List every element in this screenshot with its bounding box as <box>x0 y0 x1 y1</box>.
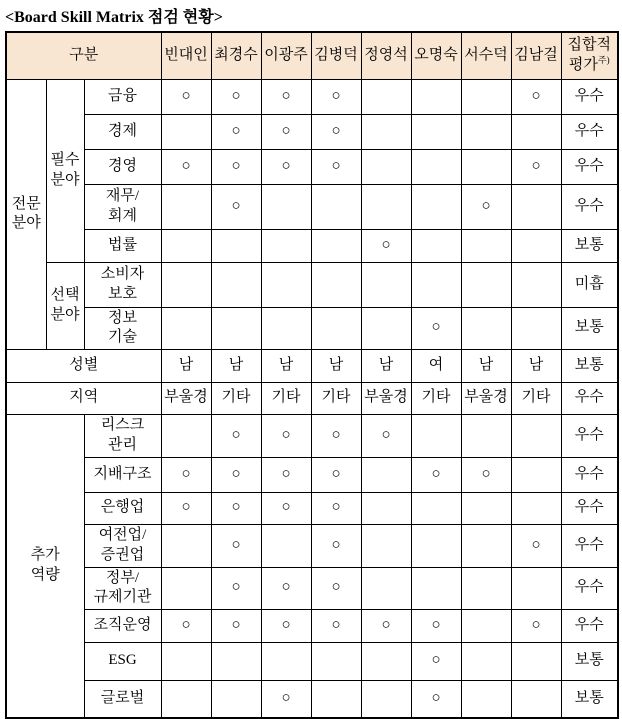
mark-cell <box>161 79 211 114</box>
row-label: 경영 <box>84 149 161 184</box>
mark-cell <box>511 524 561 567</box>
mark-cell <box>261 567 311 609</box>
circle-mark: ○ <box>481 197 491 214</box>
mark-cell <box>411 680 461 718</box>
mark-cell <box>361 457 411 492</box>
circle-mark: ○ <box>231 87 241 104</box>
mark-cell <box>211 492 261 524</box>
mark-cell <box>511 492 561 524</box>
header-member-1: 빈대인 <box>161 32 211 79</box>
skill-row <box>6 524 618 567</box>
skill-row <box>6 184 618 229</box>
attribute-value-cell: 남 <box>311 349 361 382</box>
mark-cell <box>411 492 461 524</box>
mark-cell <box>411 262 461 307</box>
attribute-value-cell: 부울경 <box>461 382 511 414</box>
mark-cell <box>161 609 211 642</box>
mark-cell <box>161 184 211 229</box>
skill-row <box>6 229 618 262</box>
circle-mark: ○ <box>431 465 441 482</box>
collective-evaluation-label: 집합적 평가 <box>567 37 611 73</box>
mark-cell <box>211 229 261 262</box>
mark-cell <box>311 307 361 349</box>
mark-cell <box>211 307 261 349</box>
mark-cell <box>411 642 461 680</box>
mark-cell <box>461 457 511 492</box>
mark-cell <box>311 524 361 567</box>
mark-cell <box>311 262 361 307</box>
skill-row <box>6 492 618 524</box>
circle-mark: ○ <box>331 465 341 482</box>
evaluation-cell: 우수 <box>561 524 618 567</box>
circle-mark: ○ <box>181 157 191 174</box>
circle-mark: ○ <box>281 157 291 174</box>
mark-cell <box>161 262 211 307</box>
mark-cell <box>361 524 411 567</box>
evaluation-cell: 보통 <box>561 307 618 349</box>
mark-cell <box>461 680 511 718</box>
circle-mark: ○ <box>181 499 191 516</box>
table-header-row <box>6 32 618 79</box>
circle-mark: ○ <box>231 426 241 443</box>
mark-cell <box>461 149 511 184</box>
mark-cell <box>161 149 211 184</box>
circle-mark: ○ <box>531 616 541 633</box>
mark-cell <box>461 184 511 229</box>
subsection-label: 선택 분야 <box>46 262 84 349</box>
circle-mark: ○ <box>331 579 341 596</box>
attribute-row <box>6 349 618 382</box>
circle-mark: ○ <box>281 690 291 706</box>
table-title: <Board Skill Matrix 점검 현황> <box>5 9 223 26</box>
skill-row <box>6 262 618 307</box>
skill-row <box>6 680 618 718</box>
mark-cell <box>161 567 211 609</box>
mark-cell <box>311 229 361 262</box>
attribute-value-cell: 남 <box>511 349 561 382</box>
mark-cell <box>461 414 511 457</box>
mark-cell <box>411 524 461 567</box>
evaluation-cell: 우수 <box>561 382 618 414</box>
attribute-value-cell: 남 <box>461 349 511 382</box>
mark-cell <box>511 114 561 149</box>
skill-row <box>6 457 618 492</box>
mark-cell <box>511 79 561 114</box>
circle-mark: ○ <box>231 157 241 174</box>
row-label: 리스크 관리 <box>84 414 161 457</box>
mark-cell <box>511 680 561 718</box>
subsection-label: 필수 분야 <box>46 79 84 262</box>
mark-cell <box>361 307 411 349</box>
mark-cell <box>511 149 561 184</box>
attribute-value-cell: 부울경 <box>161 382 211 414</box>
mark-cell <box>261 642 311 680</box>
circle-mark: ○ <box>331 426 341 443</box>
mark-cell <box>361 229 411 262</box>
mark-cell <box>161 642 211 680</box>
mark-cell <box>261 307 311 349</box>
attribute-value-cell: 기타 <box>311 382 361 414</box>
mark-cell <box>511 414 561 457</box>
mark-cell <box>261 609 311 642</box>
mark-cell <box>261 262 311 307</box>
mark-cell <box>361 642 411 680</box>
mark-cell <box>261 149 311 184</box>
evaluation-cell: 보통 <box>561 229 618 262</box>
circle-mark: ○ <box>381 616 391 633</box>
mark-cell <box>211 524 261 567</box>
mark-cell <box>461 229 511 262</box>
evaluation-cell: 보통 <box>561 680 618 718</box>
row-label: 경제 <box>84 114 161 149</box>
circle-mark: ○ <box>381 236 391 253</box>
mark-cell <box>411 149 461 184</box>
attribute-value-cell: 기타 <box>261 382 311 414</box>
mark-cell <box>211 184 261 229</box>
row-label: 여전업/ 증권업 <box>84 524 161 567</box>
mark-cell <box>361 567 411 609</box>
skill-row <box>6 414 618 457</box>
mark-cell <box>161 229 211 262</box>
circle-mark: ○ <box>231 197 241 214</box>
mark-cell <box>161 492 211 524</box>
attribute-label: 지역 <box>6 382 161 414</box>
evaluation-cell: 우수 <box>561 609 618 642</box>
header-member-6: 오명숙 <box>411 32 461 79</box>
mark-cell <box>161 414 211 457</box>
circle-mark: ○ <box>331 536 341 553</box>
mark-cell <box>261 492 311 524</box>
mark-cell <box>261 114 311 149</box>
header-member-3: 이광주 <box>261 32 311 79</box>
evaluation-cell: 미흡 <box>561 262 618 307</box>
mark-cell <box>511 609 561 642</box>
circle-mark: ○ <box>231 536 241 553</box>
evaluation-cell: 우수 <box>561 492 618 524</box>
mark-cell <box>511 457 561 492</box>
circle-mark: ○ <box>231 122 241 139</box>
attribute-value-cell: 남 <box>261 349 311 382</box>
header-member-5: 정영석 <box>361 32 411 79</box>
evaluation-cell: 우수 <box>561 149 618 184</box>
mark-cell <box>311 492 361 524</box>
attribute-row <box>6 382 618 414</box>
evaluation-cell: 보통 <box>561 642 618 680</box>
mark-cell <box>361 184 411 229</box>
circle-mark: ○ <box>431 652 441 669</box>
evaluation-cell: 우수 <box>561 457 618 492</box>
mark-cell <box>461 642 511 680</box>
mark-cell <box>211 567 261 609</box>
header-category: 구분 <box>6 32 161 79</box>
mark-cell <box>161 307 211 349</box>
evaluation-cell: 우수 <box>561 414 618 457</box>
circle-mark: ○ <box>381 426 391 443</box>
mark-cell <box>511 307 561 349</box>
mark-cell <box>261 457 311 492</box>
board-skill-matrix-table <box>5 31 619 719</box>
mark-cell <box>461 262 511 307</box>
mark-cell <box>461 567 511 609</box>
evaluation-cell: 우수 <box>561 184 618 229</box>
circle-mark: ○ <box>181 465 191 482</box>
mark-cell <box>311 642 361 680</box>
mark-cell <box>411 414 461 457</box>
attribute-label: 성별 <box>6 349 161 382</box>
circle-mark: ○ <box>431 616 441 633</box>
mark-cell <box>361 609 411 642</box>
mark-cell <box>511 567 561 609</box>
mark-cell <box>311 414 361 457</box>
row-label: 조직운영 <box>84 609 161 642</box>
circle-mark: ○ <box>281 465 291 482</box>
attribute-value-cell: 여 <box>411 349 461 382</box>
mark-cell <box>211 642 261 680</box>
circle-mark: ○ <box>431 690 441 706</box>
circle-mark: ○ <box>231 465 241 482</box>
mark-cell <box>311 567 361 609</box>
mark-cell <box>211 149 261 184</box>
header-member-4: 김병덕 <box>311 32 361 79</box>
mark-cell <box>161 114 211 149</box>
circle-mark: ○ <box>531 536 541 553</box>
circle-mark: ○ <box>231 616 241 633</box>
row-label: ESG <box>84 642 161 680</box>
row-label: 재무/ 회계 <box>84 184 161 229</box>
circle-mark: ○ <box>231 499 241 516</box>
circle-mark: ○ <box>531 87 541 104</box>
mark-cell <box>511 262 561 307</box>
skill-row <box>6 149 618 184</box>
section-label: 추가 역량 <box>6 414 84 718</box>
mark-cell <box>311 457 361 492</box>
row-label: 금융 <box>84 79 161 114</box>
skill-row <box>6 609 618 642</box>
mark-cell <box>261 524 311 567</box>
mark-cell <box>311 79 361 114</box>
circle-mark: ○ <box>331 87 341 104</box>
mark-cell <box>261 229 311 262</box>
circle-mark: ○ <box>181 87 191 104</box>
skill-row <box>6 567 618 609</box>
header-member-2: 최경수 <box>211 32 261 79</box>
mark-cell <box>311 184 361 229</box>
mark-cell <box>461 524 511 567</box>
circle-mark: ○ <box>281 499 291 516</box>
mark-cell <box>511 642 561 680</box>
mark-cell <box>411 79 461 114</box>
mark-cell <box>311 680 361 718</box>
row-label: 정부/ 규제기관 <box>84 567 161 609</box>
circle-mark: ○ <box>231 579 241 596</box>
attribute-value-cell: 기타 <box>511 382 561 414</box>
mark-cell <box>411 609 461 642</box>
circle-mark: ○ <box>181 616 191 633</box>
circle-mark: ○ <box>281 87 291 104</box>
mark-cell <box>361 492 411 524</box>
attribute-value-cell: 남 <box>211 349 261 382</box>
mark-cell <box>211 680 261 718</box>
mark-cell <box>211 79 261 114</box>
row-label: 글로벌 <box>84 680 161 718</box>
circle-mark: ○ <box>431 319 441 336</box>
mark-cell <box>161 680 211 718</box>
row-label: 소비자 보호 <box>84 262 161 307</box>
circle-mark: ○ <box>331 157 341 174</box>
mark-cell <box>211 457 261 492</box>
attribute-value-cell: 기타 <box>211 382 261 414</box>
mark-cell <box>411 184 461 229</box>
mark-cell <box>461 307 511 349</box>
mark-cell <box>211 414 261 457</box>
mark-cell <box>261 79 311 114</box>
mark-cell <box>411 457 461 492</box>
mark-cell <box>311 114 361 149</box>
circle-mark: ○ <box>331 499 341 516</box>
skill-row <box>6 307 618 349</box>
mark-cell <box>411 567 461 609</box>
attribute-value-cell: 남 <box>361 349 411 382</box>
mark-cell <box>361 114 411 149</box>
mark-cell <box>311 149 361 184</box>
mark-cell <box>361 414 411 457</box>
mark-cell <box>311 609 361 642</box>
attribute-value-cell: 부울경 <box>361 382 411 414</box>
mark-cell <box>211 114 261 149</box>
section-label: 전문 분야 <box>6 79 46 349</box>
mark-cell <box>261 414 311 457</box>
mark-cell <box>461 609 511 642</box>
skill-row <box>6 114 618 149</box>
mark-cell <box>511 229 561 262</box>
mark-cell <box>461 492 511 524</box>
mark-cell <box>411 114 461 149</box>
mark-cell <box>411 229 461 262</box>
circle-mark: ○ <box>281 616 291 633</box>
skill-row <box>6 642 618 680</box>
row-label: 은행업 <box>84 492 161 524</box>
circle-mark: ○ <box>281 122 291 139</box>
attribute-value-cell: 기타 <box>411 382 461 414</box>
skill-row <box>6 79 618 114</box>
evaluation-cell: 우수 <box>561 114 618 149</box>
mark-cell <box>211 262 261 307</box>
mark-cell <box>361 262 411 307</box>
header-member-8: 김남걸 <box>511 32 561 79</box>
mark-cell <box>211 609 261 642</box>
circle-mark: ○ <box>531 157 541 174</box>
mark-cell <box>161 524 211 567</box>
evaluation-cell: 우수 <box>561 567 618 609</box>
circle-mark: ○ <box>481 465 491 482</box>
row-label: 지배구조 <box>84 457 161 492</box>
evaluation-cell: 보통 <box>561 349 618 382</box>
circle-mark: ○ <box>281 426 291 443</box>
mark-cell <box>511 184 561 229</box>
circle-mark: ○ <box>331 616 341 633</box>
row-label: 정보 기술 <box>84 307 161 349</box>
circle-mark: ○ <box>331 122 341 139</box>
mark-cell <box>261 184 311 229</box>
mark-cell <box>461 79 511 114</box>
mark-cell <box>361 79 411 114</box>
mark-cell <box>361 680 411 718</box>
evaluation-footnote-marker: 주) <box>597 54 610 65</box>
evaluation-cell: 우수 <box>561 79 618 114</box>
mark-cell <box>411 307 461 349</box>
header-collective-evaluation <box>561 32 618 79</box>
mark-cell <box>161 457 211 492</box>
row-label: 법률 <box>84 229 161 262</box>
mark-cell <box>261 680 311 718</box>
mark-cell <box>361 149 411 184</box>
attribute-value-cell: 남 <box>161 349 211 382</box>
header-member-7: 서수덕 <box>461 32 511 79</box>
circle-mark: ○ <box>281 579 291 596</box>
mark-cell <box>461 114 511 149</box>
